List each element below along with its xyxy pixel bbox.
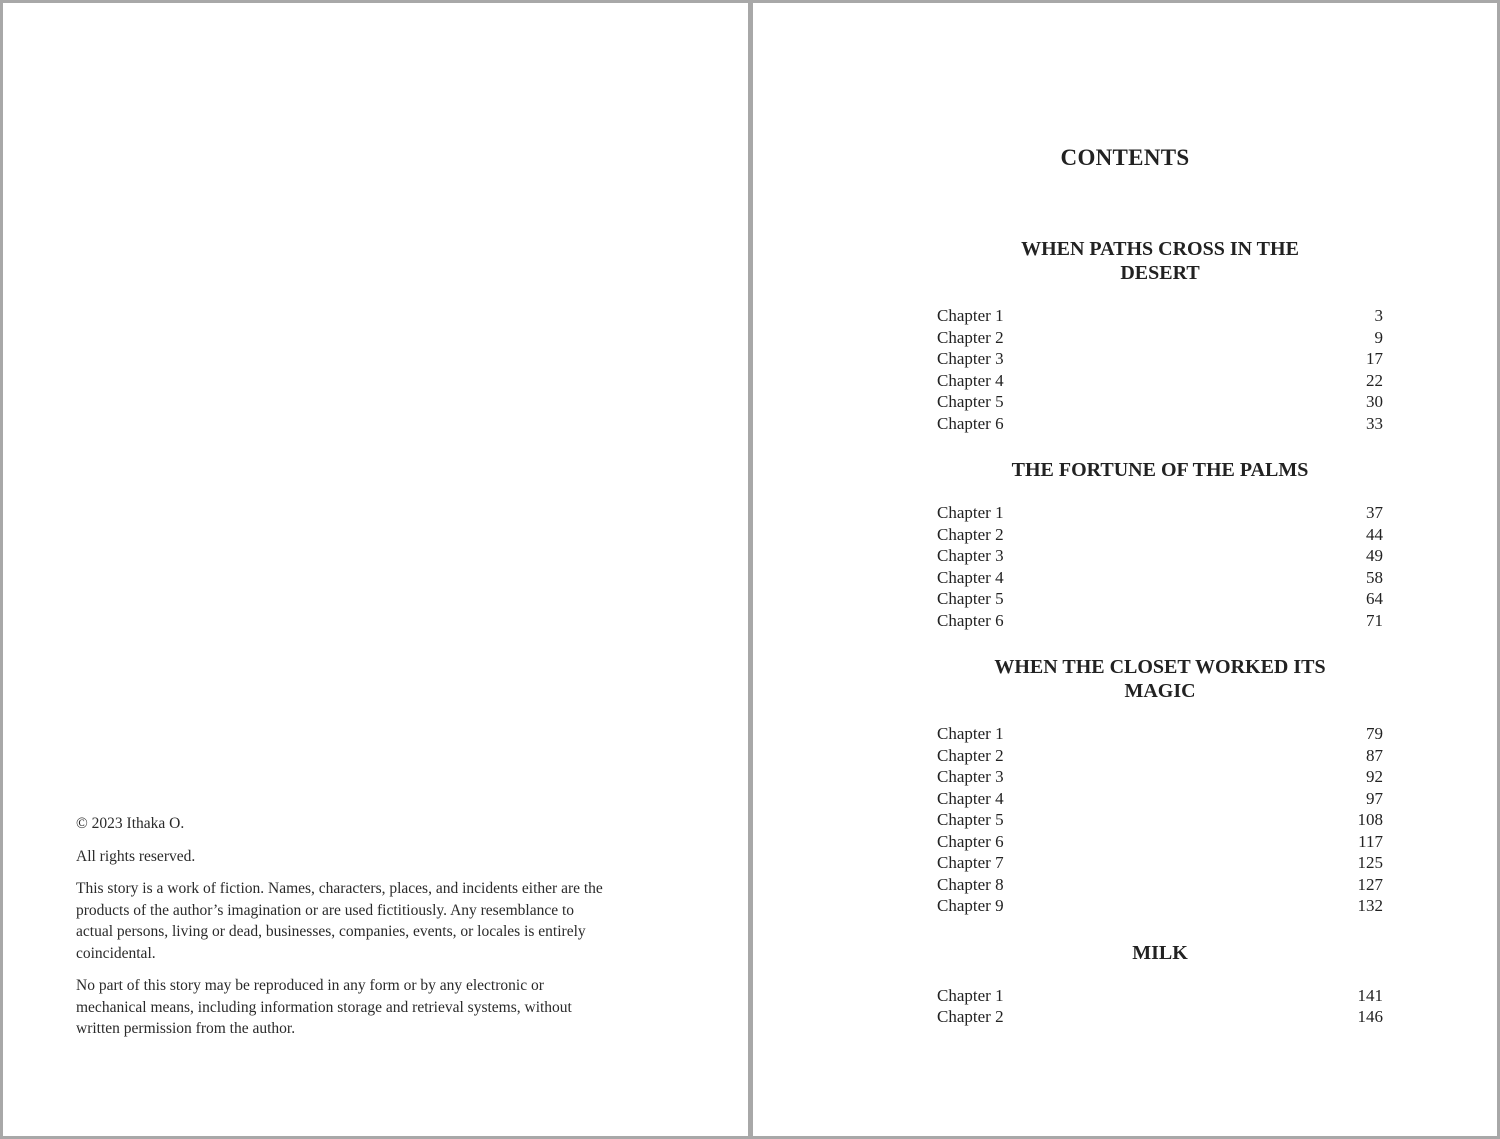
toc-section <box>937 458 1383 631</box>
toc-entry[interactable] <box>937 852 1383 874</box>
toc-entry[interactable] <box>937 874 1383 896</box>
toc-entry-page-number: 127 <box>1357 874 1383 894</box>
copyright-line: © 2023 Ithaka O. <box>76 815 185 832</box>
toc-entry[interactable] <box>937 588 1383 610</box>
toc-entry[interactable] <box>937 327 1383 349</box>
toc-entry-label: Chapter 3 <box>937 349 1004 368</box>
toc-entry[interactable] <box>937 745 1383 767</box>
toc-entry-label: Chapter 2 <box>937 327 1004 347</box>
toc-entry-page-number: 117 <box>1358 831 1383 851</box>
copyright-page <box>3 3 748 1136</box>
toc-entry-label: Chapter 9 <box>937 896 1004 915</box>
toc-entry-label: Chapter 8 <box>937 874 1004 894</box>
toc-entry-page-number: 49 <box>1366 546 1383 565</box>
toc-entry[interactable] <box>937 766 1383 788</box>
rights-reserved: All rights reserved. <box>76 847 196 865</box>
toc-section-title: THE FORTUNE OF THE PALMS <box>1011 459 1309 481</box>
toc-entry-page-number: 97 <box>1366 788 1383 808</box>
toc-entry-label: Chapter 6 <box>937 831 1004 851</box>
toc-entry[interactable] <box>937 723 1383 745</box>
toc-entry-label: Chapter 2 <box>937 745 1004 765</box>
toc-entry-label: Chapter 5 <box>937 392 1004 411</box>
toc-section-title: MILK <box>1132 941 1188 964</box>
toc-entry-page-number: 17 <box>1366 349 1383 368</box>
toc-entry-label: Chapter 4 <box>937 370 1004 390</box>
toc-entry[interactable] <box>937 895 1383 917</box>
toc-entry-page-number: 64 <box>1366 589 1383 608</box>
toc-section-title: WHEN PATHS CROSS IN THE DESERT <box>1021 238 1299 284</box>
reproduction-notice: No part of this story may be reproduced in any form or by any electronic or mechanical means, including information storage and retrieval systems, without written permission from the author. <box>76 977 572 1037</box>
fiction-disclaimer: This story is a work of fiction. Names, characters, places, and incidents either are the products of the author’s imagination or are used fictitiously. Any resemblance to actual persons, living or dead, businesses, companies, events, or locales is entirely coincidental. <box>76 880 603 962</box>
toc-entry-page-number: 108 <box>1357 810 1383 829</box>
toc-entry[interactable] <box>937 370 1383 392</box>
toc-entry-label: Chapter 5 <box>937 589 1004 608</box>
toc-entry-label: Chapter 4 <box>937 567 1004 587</box>
toc-entry[interactable] <box>937 348 1383 370</box>
toc-entry[interactable] <box>937 809 1383 831</box>
toc-entry-label: Chapter 1 <box>937 503 1004 522</box>
toc-entry-label: Chapter 3 <box>937 767 1004 786</box>
toc-entry-page-number: 141 <box>1357 985 1383 1005</box>
toc-entry-label: Chapter 1 <box>937 985 1004 1005</box>
toc-entry-page-number: 92 <box>1366 767 1383 786</box>
contents-page <box>753 3 1497 1136</box>
toc-entry-page-number: 146 <box>1357 1007 1383 1026</box>
toc-entry-page-number: 44 <box>1366 524 1383 544</box>
toc-entry-page-number: 9 <box>1374 327 1383 347</box>
toc-entry[interactable] <box>937 788 1383 810</box>
toc-entry-page-number: 33 <box>1366 413 1383 433</box>
toc-entry-page-number: 132 <box>1357 896 1383 915</box>
toc-entry-page-number: 87 <box>1366 745 1383 765</box>
toc-entry-page-number: 3 <box>1374 306 1383 325</box>
toc-entry-label: Chapter 6 <box>937 610 1004 630</box>
toc-entry-label: Chapter 6 <box>937 413 1004 433</box>
toc-entry[interactable] <box>937 831 1383 853</box>
toc-entry-page-number: 125 <box>1357 853 1383 872</box>
toc-entry-page-number: 58 <box>1366 567 1383 587</box>
toc-entry-label: Chapter 2 <box>937 524 1004 544</box>
toc-entry-label: Chapter 5 <box>937 810 1004 829</box>
toc-entry[interactable] <box>937 567 1383 589</box>
toc-entry[interactable] <box>937 391 1383 413</box>
toc-entry-label: Chapter 4 <box>937 788 1004 808</box>
toc-entry[interactable] <box>937 502 1383 524</box>
toc-entry-label: Chapter 1 <box>937 306 1004 325</box>
toc-section <box>937 655 1383 917</box>
table-of-contents <box>937 237 1383 1052</box>
copyright-notice <box>76 813 611 1051</box>
toc-section-title: WHEN THE CLOSET WORKED ITS MAGIC <box>994 656 1326 702</box>
toc-entry[interactable] <box>937 524 1383 546</box>
toc-entry-page-number: 30 <box>1366 392 1383 411</box>
toc-entry[interactable] <box>937 610 1383 632</box>
toc-entry-page-number: 71 <box>1366 610 1383 630</box>
toc-entry[interactable] <box>937 545 1383 567</box>
toc-section <box>937 941 1383 1028</box>
toc-entry-label: Chapter 3 <box>937 546 1004 565</box>
toc-entry[interactable] <box>937 985 1383 1007</box>
toc-entry-page-number: 79 <box>1366 724 1383 743</box>
contents-title: CONTENTS <box>1060 145 1190 170</box>
toc-entry[interactable] <box>937 1006 1383 1028</box>
toc-entry-label: Chapter 2 <box>937 1007 1004 1026</box>
toc-entry-page-number: 22 <box>1366 370 1383 390</box>
toc-entry-label: Chapter 7 <box>937 853 1004 872</box>
toc-entry-label: Chapter 1 <box>937 724 1004 743</box>
toc-entry-page-number: 37 <box>1366 503 1383 522</box>
toc-entry[interactable] <box>937 305 1383 327</box>
toc-section <box>937 237 1383 434</box>
toc-entry[interactable] <box>937 413 1383 435</box>
